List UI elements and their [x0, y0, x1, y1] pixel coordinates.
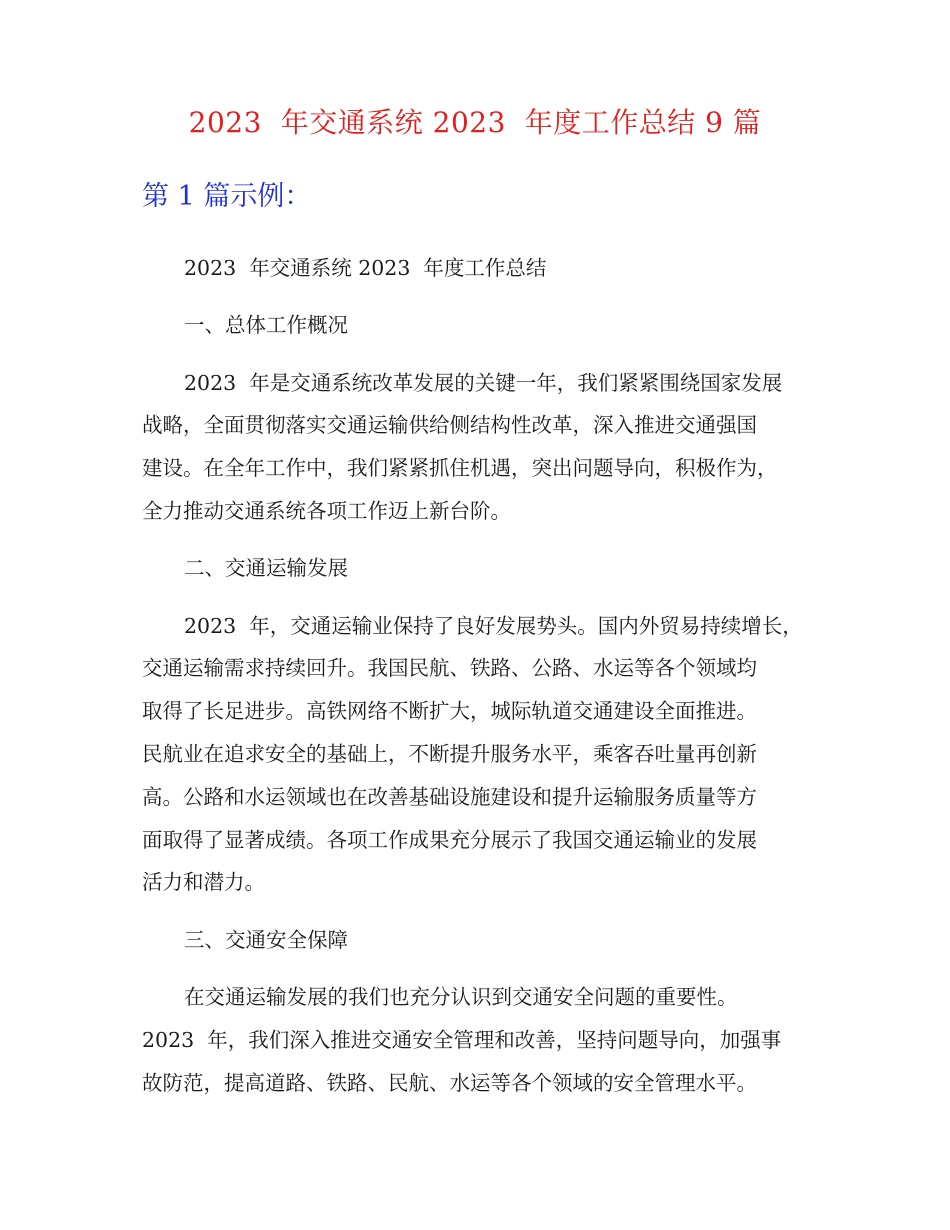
paragraph-line: 取得了长足进步。高铁网络不断扩大，城际轨道交通建设全面推进。	[142, 699, 757, 723]
section-heading: 第 1 篇示例：	[142, 181, 312, 212]
paragraph-line: 面取得了显著成绩。各项工作成果充分展示了我国交通运输业的发展	[142, 828, 757, 852]
document-title: 2023 年交通系统 2023 年度工作总结 9 篇	[188, 106, 762, 139]
paragraph-line: 高。公路和水运领域也在改善基础设施建设和提升运输服务质量等方	[142, 785, 757, 809]
paragraph-line: 2023 年，交通运输业保持了良好发展势头。国内外贸易持续增长，	[184, 614, 803, 638]
paragraph-line: 民航业在追求安全的基础上，不断提升服务水平，乘客吞吐量再创新	[142, 742, 757, 766]
paragraph-line: 建设。在全年工作中，我们紧紧抓住机遇，突出问题导向，积极作为，	[142, 456, 778, 480]
paragraph-line: 在交通运输发展的我们也充分认识到交通安全问题的重要性。	[184, 985, 738, 1009]
paragraph-line: 全力推动交通系统各项工作迈上新台阶。	[142, 499, 511, 523]
heading-transport-development: 二、交通运输发展	[184, 556, 348, 580]
paragraph-line: 2023 年是交通系统改革发展的关键一年，我们紧紧围绕国家发展	[184, 371, 783, 395]
paragraph-line: 活力和潜力。	[142, 870, 265, 894]
paragraph-line: 故防范，提高道路、铁路、民航、水运等各个领域的安全管理水平。	[142, 1071, 757, 1095]
paragraph-line: 交通运输需求持续回升。我国民航、铁路、公路、水运等各个领域均	[142, 656, 757, 680]
heading-overview: 一、总体工作概况	[184, 313, 348, 337]
paragraph-line: 战略，全面贯彻落实交通运输供给侧结构性改革，深入推进交通强国	[142, 413, 757, 437]
heading-traffic-safety: 三、交通安全保障	[184, 928, 348, 952]
subtitle-line: 2023 年交通系统 2023 年度工作总结	[184, 256, 547, 280]
paragraph-line: 2023 年，我们深入推进交通安全管理和改善，坚持问题导向，加强事	[142, 1028, 782, 1052]
